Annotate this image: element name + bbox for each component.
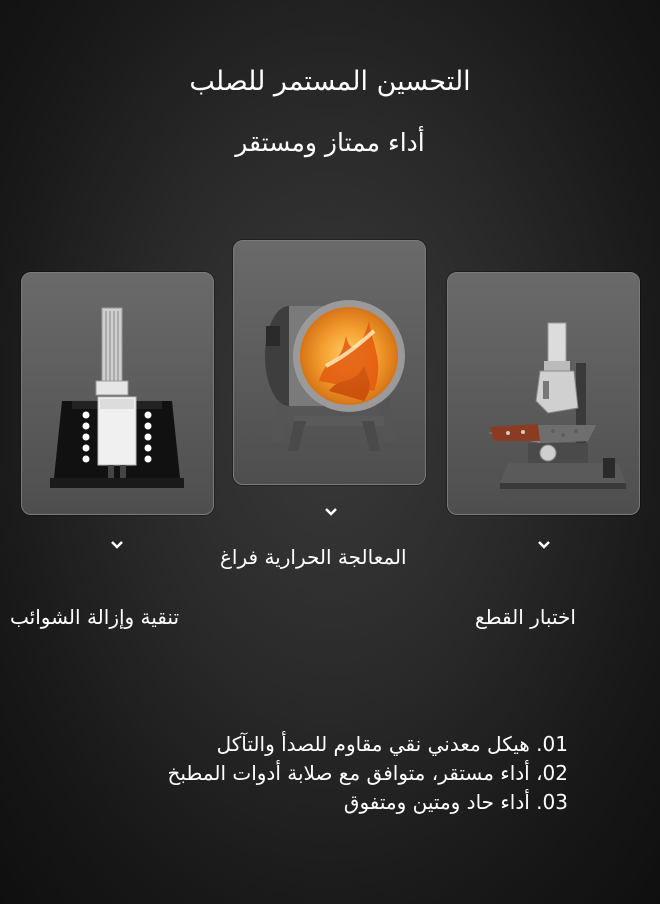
step-card-cutting-test	[447, 272, 640, 515]
list-item: 03. أداء حاد ومتين ومتفوق	[343, 790, 568, 814]
page-title: التحسين المستمر للصلب	[189, 66, 471, 97]
chevron-down-icon	[110, 538, 124, 552]
page-subtitle: أداء ممتاز ومستقر	[235, 128, 425, 157]
feature-list	[98, 730, 568, 817]
chevron-down-icon	[324, 505, 338, 519]
list-item: 02، أداء مستقر، متوافق مع صلابة أدوات المطبخ	[167, 761, 568, 785]
step-label-vacuum-heat: المعالجة الحرارية فراغ	[220, 545, 407, 569]
step-label-cutting-test: اختبار القطع	[475, 605, 576, 629]
furnace-icon	[22, 273, 213, 514]
cutting-test-machine-icon	[448, 273, 639, 514]
list-item: 01. هيكل معدني نقي مقاوم للصدأ والتآكل	[216, 732, 568, 756]
step-card-vacuum-heat	[233, 240, 426, 485]
step-label-purification: تنقية وإزالة الشوائب	[10, 605, 180, 629]
step-card-purification	[21, 272, 214, 515]
chevron-down-icon	[537, 538, 551, 552]
vacuum-heat-chamber-icon	[234, 241, 425, 484]
